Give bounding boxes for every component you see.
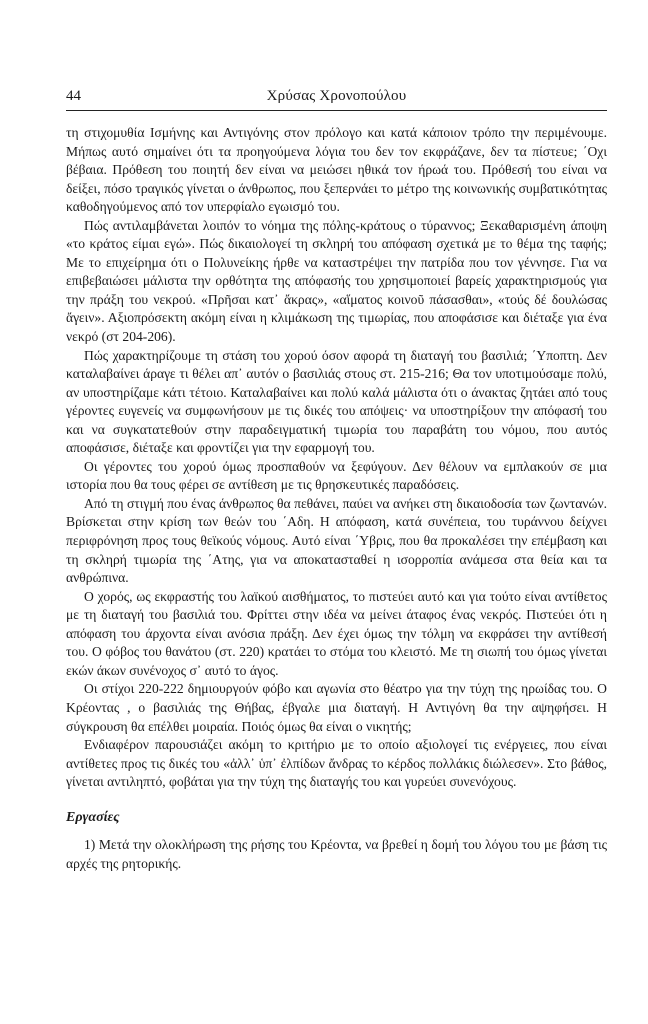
paragraph: Από τη στιγμή που ένας άνθρωπος θα πεθάνει, παύει να ανήκει στη δικαιοδοσία των ζωντανών. Βρίσκεται στην κρίση των θεών του ΄Αδη. Η απόφαση, κατά συνέπεια, του τυράννου δείχνει περιφρόνηση προς τους θεϊκούς νόμους. Αυτό είναι ΄Υβρις, που θα προκαλέσει την επέμβαση και τη σκληρή τιμωρία της ΄Ατης, για να αποκατασταθεί η ισορροπία ανάμεσα στα θεία και τα ανθρώπινα. xyxy=(66,495,607,586)
paragraph: Πώς αντιλαμβάνεται λοιπόν το νόημα της πόλης-κράτους ο τύραννος; Ξεκαθαρισμένη άποψη «το κράτος είμαι εγώ». Πώς δικαιολογεί τη σκληρή του απόφαση σχετικά με το θέμα της ταφής; Με το επιχείρημα ότι ο Πολυνείκης ήρθε να καταστρέψει την πατρίδα που τον γέννησε. Για να επιβεβαιώσει μάλιστα την ορθότητα της απόφασής του χρησιμοποιεί βαρείς χαρακτηρισμούς για την πράξη του νεκρού. «Πρῆσαι κατ᾽ ἄκρας», «αἵματος κοινοῦ πάσασθαι», «τούς δέ δουλώσας ἄγειν». Αξιοπρόσεκτη ακόμη είναι η κλιμάκωση της τιμωρίας, που αποφάσισε και διέταξε για ένα νεκρό (στ 204-206). xyxy=(66,217,607,345)
body-text xyxy=(66,124,607,874)
paragraph: Πώς χαρακτηρίζουμε τη στάση του χορού όσον αφορά τη διαταγή του βασιλιά; ΄Υποπτη. Δεν καταλαβαίνει άραγε τι θέλει απ᾽ αυτόν ο βασιλιάς στους στ. 215-216; Θα τον υποτιμούσαμε πολύ, αν υποστηρίζαμε κάτι τέτοιο. Καταλαβαίνει και πολύ καλά μάλιστα ότι ο άνακτας ζητάει από τους γέροντες ευγενείς να συμφωνήσουν με τις δικές του απόψεις· να υποστηρίξουν την απόφασή του και να συγκατατεθούν στην παραδειγματική τιμωρία του παραβάτη του νόμου, που αυτός αποφάσισε, διέταξε και φροντίζει για την εφαρμογή του. xyxy=(66,347,607,456)
page-header xyxy=(66,86,607,111)
section-heading-exercises: Εργασίες xyxy=(66,809,120,825)
paragraph: Ο χορός, ως εκφραστής του λαϊκού αισθήματος, το πιστεύει αυτό και για τούτο είναι αντίθετος με τη διαταγή του βασιλιά του. Φρίττει στην ιδέα να μείνει άταφος ένας νεκρός. Πιστεύει ότι η απόφαση του άρχοντα είναι ανόσια πράξη. Δεν έχει όμως την τόλμη να εκφράσει την αντίθεσή του. Ο φόβος του θανάτου (στ. 220) κρατάει το στόμα του κλειστό. Με τη σιωπή του όμως γίνεται εκών άκων συνένοχος σ᾽ αυτό το άγος. xyxy=(66,588,607,678)
paragraph: Οι στίχοι 220-222 δημιουργούν φόβο και αγωνία στο θέατρο για την τύχη της ηρωίδας του. Ο Κρέοντας , ο βασιλιάς της Θήβας, έβγαλε μια διαταγή. Η Αντιγόνη θα την αψηφήσει. Η σύγκρουση θα επέλθει μοιραία. Ποιός όμως θα είναι ο νικητής; xyxy=(66,681,607,734)
exercise-item: 1) Μετά την ολοκλήρωση της ρήσης του Κρέοντα, να βρεθεί η δομή του λόγου του με βάση τις αρχές της ρητορικής. xyxy=(66,836,607,872)
paragraph-continuation: τη στιχομυθία Ισμήνης και Αντιγόνης στον πρόλογο και κατά κάποιον τρόπο την περιμένουμε. Μήπως αυτό σημαίνει ότι τα προηγούμενα λόγια του δεν τον εκφράζανε, δεν τα πίστευε; ΄Οχι βέβαια. Πρόθεση του ποιητή δεν είναι να μειώσει ηθικά τον ήρωά του. Πρόθεσή του είναι να δείξει, πόσο τραγικός γίνεται ο άνθρωπος, που ξεπερνάει το μέτρο της κοινωνικής συμβατικότητας καθοδηγούμενος από τον υπερφίαλο εγωισμό του. xyxy=(66,125,607,215)
paragraph: Οι γέροντες του χορού όμως προσπαθούν να ξεφύγουν. Δεν θέλουν να εμπλακούν σε μια ιστορία που θα τους φέρει σε αντίθεση με τις θρησκευτικές παραδόσεις. xyxy=(66,458,607,493)
page-number: 44 xyxy=(66,88,81,104)
running-head-author: Χρύσας Χρονοπούλου xyxy=(266,88,407,104)
paragraph: Ενδιαφέρον παρουσιάζει ακόμη το κριτήριο με το οποίο αξιολογεί τις ενέργειες, που είναι αντίθετες προς τις δικές του «ἀλλ᾽ ὑπ᾽ ἐλπίδων ἄνδρας το κέρδος πολλάκις διώλεσεν». Στο βάθος, γίνεται αντιληπτό, φοβάται για την τύχη της διαταγής του και γυρεύει συνενόχους. xyxy=(66,737,607,790)
